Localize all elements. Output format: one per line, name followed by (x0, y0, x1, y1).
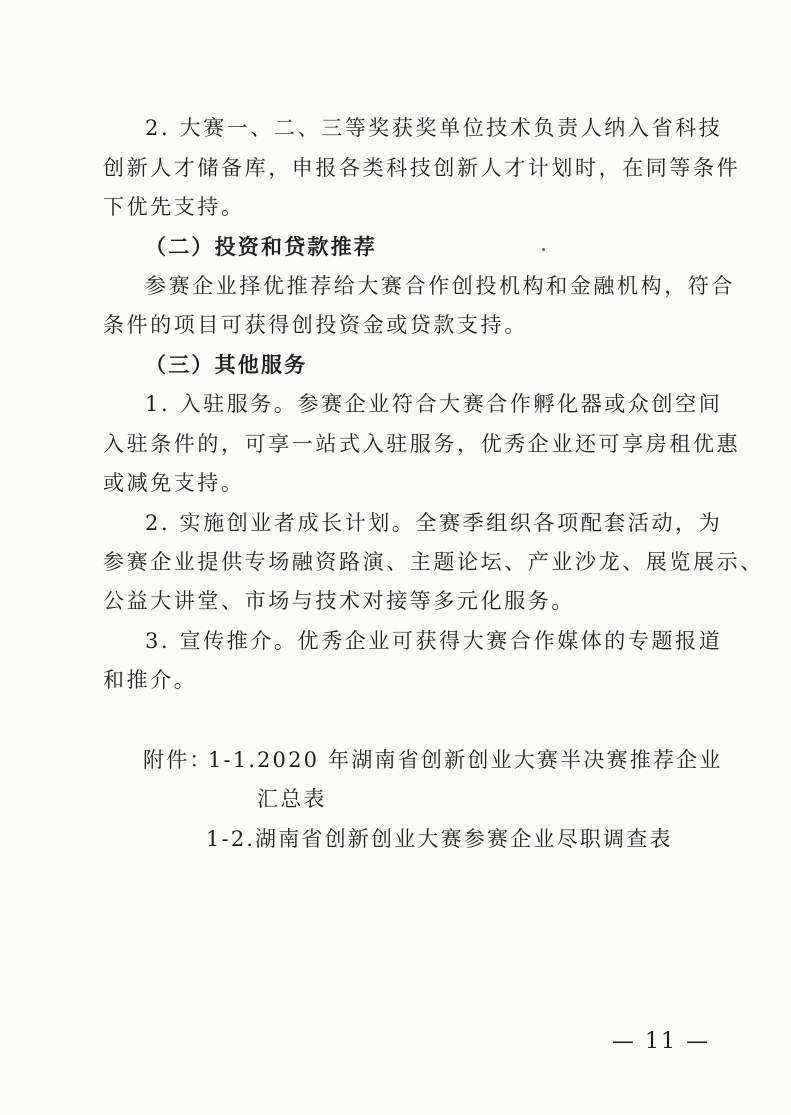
attachment-1-title-line-2: 汇总表 (257, 787, 327, 811)
attachment-1-title-line-1: 2020 年湖南省创新创业大赛半决赛推荐企业 (257, 748, 723, 772)
attachment-2-number: 1-2. (206, 827, 256, 851)
paragraph-2-line-2: 条件的项目可获得创投资金或贷款支持。 (103, 313, 528, 337)
page-number: — 11 — (612, 1029, 710, 1054)
paragraph-1-line-2: 创新人才储备库，申报各类科技创新人才计划时，在同等条件 (103, 156, 741, 180)
section-heading-other-services: （三）其他服务 (145, 352, 308, 377)
paragraph-5-line-2: 和推介。 (103, 668, 198, 692)
paragraph-4-line-3: 公益大讲堂、市场与技术对接等多元化服务。 (103, 589, 575, 613)
section-heading-investment-loan: （二）投资和贷款推荐 (145, 234, 377, 259)
scan-speck (542, 248, 545, 251)
paragraph-2-line-1: 参赛企业择优推荐给大赛合作创投机构和金融机构，符合 (145, 274, 735, 298)
paragraph-1-line-1: 2. 大赛一、二、三等奖获奖单位技术负责人纳入省科技 (145, 116, 723, 140)
paragraph-5-line-1: 3. 宣传推介。优秀企业可获得大赛合作媒体的专题报道 (145, 629, 723, 653)
attachment-2-title: 湖南省创新创业大赛参赛企业尽职调查表 (255, 827, 673, 851)
paragraph-3-line-2: 入驻条件的，可享一站式入驻服务，优秀企业还可享房租优惠 (103, 432, 741, 456)
paragraph-3-line-1: 1. 入驻服务。参赛企业符合大赛合作孵化器或众创空间 (145, 392, 723, 416)
paragraph-3-line-3: 或减免支持。 (103, 471, 245, 495)
attachments-label: 附件： (143, 748, 213, 772)
paragraph-4-line-1: 2. 实施创业者成长计划。全赛季组织各项配套活动，为 (145, 511, 723, 535)
paragraph-1-line-3: 下优先支持。 (103, 195, 245, 219)
paragraph-4-line-2: 参赛企业提供专场融资路演、主题论坛、产业沙龙、展览展示、 (103, 550, 764, 574)
attachment-1-number: 1-1. (208, 748, 258, 772)
